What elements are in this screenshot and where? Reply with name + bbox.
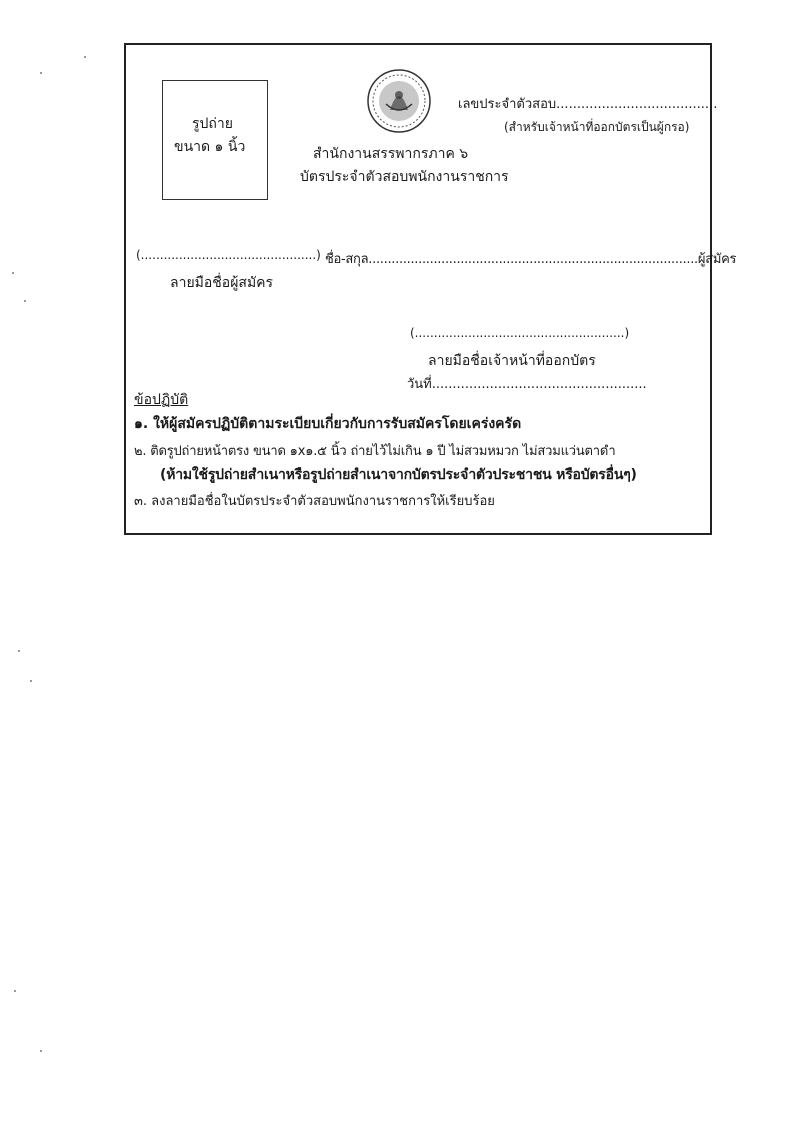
scan-speck [12,272,14,274]
officer-signature-line: (.......................................................) [410,326,630,340]
rule-item: ๑. ให้ผู้สมัครปฏิบัติตามระเบียบเกี่ยวกับการรับสมัครโดยเคร่งครัด [134,416,522,432]
scan-speck [40,72,42,74]
rule-item-note: (ห้ามใช้รูปถ่ายสำเนาหรือรูปถ่ายสำเนาจากบัตรประจำตัวประชาชน หรือบัตรอื่นๆ) [160,467,637,483]
revenue-department-seal-icon [366,68,432,134]
applicant-signature-line: (..............................................) [136,248,321,262]
scan-speck [18,650,20,652]
exam-number-note: (สำหรับเจ้าหน้าที่ออกบัตรเป็นผู้กรอ) [504,120,690,134]
photo-box-label: รูปถ่าย [192,116,233,132]
scan-speck [24,300,26,302]
exam-number-field: เลขประจำตัวสอบ....................................... [458,97,718,112]
scan-speck [30,680,32,682]
applicant-signature-label: ลายมือชื่อผู้สมัคร [170,275,274,291]
rule-item: ๓. ลงลายมือชื่อในบัตรประจำตัวสอบพนักงานราชการให้เรียบร้อย [134,494,495,509]
applicant-name-field: ชื่อ-สกุล......................................................................................ผู้สมัคร [325,252,737,267]
officer-signature-label: ลายมือชื่อเจ้าหน้าที่ออกบัตร [428,353,596,369]
card-title: บัตรประจำตัวสอบพนักงานราชการ [300,169,509,185]
rules-heading: ข้อปฏิบัติ [134,392,189,408]
scan-speck [84,56,86,58]
scan-speck [40,1050,42,1052]
office-name: สำนักงานสรรพากรภาค ๖ [313,146,469,162]
scan-speck [14,990,16,992]
issue-date-field: วันที่.................................................... [407,377,647,392]
photo-box-size: ขนาด ๑ นิ้ว [174,139,246,155]
rule-item: ๒. ติดรูปถ่ายหน้าตรง ขนาด ๑x๑.๕ นิ้ว ถ่ายไว้ไม่เกิน ๑ ปี ไม่สวมหมวก ไม่สวมแว่นตาดำ [134,444,616,459]
